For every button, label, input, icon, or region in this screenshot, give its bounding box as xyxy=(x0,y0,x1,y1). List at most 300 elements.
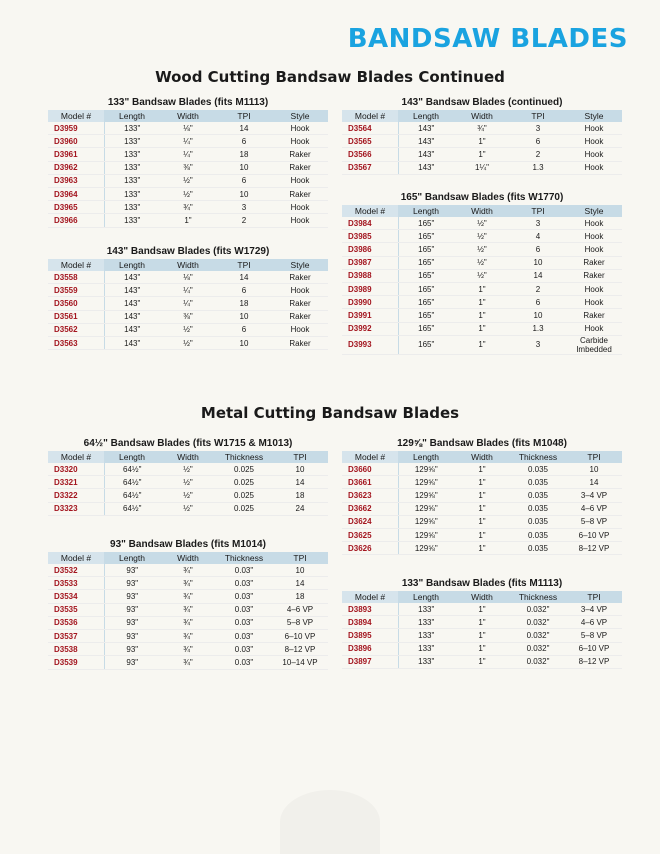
table-cell: 18 xyxy=(216,148,272,161)
table-cell: Carbide Imbedded xyxy=(566,335,622,354)
table-row xyxy=(48,135,328,148)
table-row xyxy=(342,282,622,295)
column-header: Length xyxy=(398,451,454,463)
column-header: Model # xyxy=(342,591,398,603)
table-cell: 3 xyxy=(510,335,566,354)
table-cell: 14 xyxy=(272,476,328,489)
table-row xyxy=(48,616,328,629)
table-cell: 93" xyxy=(104,564,160,577)
column-header: Thickness xyxy=(510,451,566,463)
column-header: Thickness xyxy=(510,591,566,603)
table-block xyxy=(342,436,622,555)
table-cell: 0.03" xyxy=(216,616,272,629)
table-cell: 93" xyxy=(104,616,160,629)
column-header: TPI xyxy=(510,205,566,217)
table-row xyxy=(48,161,328,174)
page-footer-decoration xyxy=(280,790,380,854)
table-row xyxy=(48,502,328,515)
table-cell: 0.035 xyxy=(510,515,566,528)
column-header: TPI xyxy=(272,451,328,463)
table-cell: ¾" xyxy=(160,564,216,577)
table-cell: Raker xyxy=(566,309,622,322)
table-cell: 0.025 xyxy=(216,476,272,489)
model-number-cell: D3895 xyxy=(342,629,398,642)
model-number-cell: D3560 xyxy=(48,297,104,310)
column-header: Length xyxy=(104,451,160,463)
column-header: TPI xyxy=(566,451,622,463)
table-cell: 0.032" xyxy=(510,629,566,642)
column-header: Width xyxy=(454,110,510,122)
table-cell: ¾" xyxy=(160,643,216,656)
column-header: Length xyxy=(398,591,454,603)
table-header-row xyxy=(48,451,328,463)
model-number-cell: D3897 xyxy=(342,655,398,668)
table-cell: ¾" xyxy=(160,577,216,590)
table-row xyxy=(48,463,328,476)
table-cell: 4–6 VP xyxy=(566,616,622,629)
table-cell: 1" xyxy=(454,335,510,354)
table-cell: 133" xyxy=(104,161,160,174)
table-cell: Hook xyxy=(566,282,622,295)
model-number-cell: D3986 xyxy=(342,243,398,256)
model-number-cell: D3565 xyxy=(342,135,398,148)
table-cell: 143" xyxy=(104,297,160,310)
table-cell: 129⅝" xyxy=(398,515,454,528)
table-cell: 1" xyxy=(454,148,510,161)
table-cell: 133" xyxy=(398,655,454,668)
model-number-cell: D3893 xyxy=(342,603,398,616)
table-cell: Hook xyxy=(566,148,622,161)
model-number-cell: D3987 xyxy=(342,256,398,269)
table-cell: Raker xyxy=(272,161,328,174)
table-row xyxy=(342,122,622,135)
table-cell: 0.032" xyxy=(510,616,566,629)
table-cell: ¾" xyxy=(160,590,216,603)
table-cell: 14 xyxy=(216,271,272,284)
model-number-cell: D3558 xyxy=(48,271,104,284)
table-cell: 0.03" xyxy=(216,656,272,669)
table-cell: 1" xyxy=(454,502,510,515)
table-row xyxy=(48,577,328,590)
table-cell: 133" xyxy=(104,122,160,135)
table-block xyxy=(342,576,622,669)
column-header: TPI xyxy=(216,259,272,271)
table-cell: 143" xyxy=(398,161,454,174)
table-row xyxy=(342,603,622,616)
table-row xyxy=(48,476,328,489)
table-cell: 165" xyxy=(398,322,454,335)
table-cell: 6 xyxy=(216,323,272,336)
table-cell: 1.3 xyxy=(510,322,566,335)
table-cell: 3–4 VP xyxy=(566,489,622,502)
table-cell: 1" xyxy=(454,296,510,309)
model-number-cell: D3536 xyxy=(48,616,104,629)
table-cell: ⅛" xyxy=(160,122,216,135)
model-number-cell: D3894 xyxy=(342,616,398,629)
table-cell: 3 xyxy=(216,201,272,214)
table-cell: 6–10 VP xyxy=(272,629,328,642)
table-row xyxy=(48,187,328,200)
model-number-cell: D3625 xyxy=(342,528,398,541)
table-cell: ¾" xyxy=(160,201,216,214)
table-row xyxy=(48,310,328,323)
table-cell: ¼" xyxy=(160,148,216,161)
table-cell: ½" xyxy=(160,502,216,515)
table-cell: Hook xyxy=(272,284,328,297)
table-row xyxy=(48,564,328,577)
table-cell: 0.03" xyxy=(216,643,272,656)
table-cell: Raker xyxy=(272,310,328,323)
table-cell: 18 xyxy=(272,489,328,502)
table-cell: ¼" xyxy=(160,297,216,310)
table-cell: 0.03" xyxy=(216,603,272,616)
table-cell: ¼" xyxy=(160,284,216,297)
table-cell: 1" xyxy=(454,528,510,541)
table-cell: 6–10 VP xyxy=(566,642,622,655)
table-row xyxy=(48,489,328,502)
column-header: TPI xyxy=(216,110,272,122)
table-cell: 6 xyxy=(510,135,566,148)
table-cell: 2 xyxy=(510,148,566,161)
table-cell: 129⅝" xyxy=(398,502,454,515)
table-block xyxy=(48,436,328,516)
table-block xyxy=(48,537,328,670)
table-cell: 5–8 VP xyxy=(566,629,622,642)
table-cell: 133" xyxy=(398,629,454,642)
table-cell: 0.035 xyxy=(510,489,566,502)
table-row xyxy=(342,502,622,515)
table-cell: ½" xyxy=(160,336,216,349)
model-number-cell: D3992 xyxy=(342,322,398,335)
column-header: Style xyxy=(272,259,328,271)
table-cell: 129⅝" xyxy=(398,542,454,555)
table-cell: 5–8 VP xyxy=(272,616,328,629)
model-number-cell: D3564 xyxy=(342,122,398,135)
column-header: Model # xyxy=(342,451,398,463)
table-row xyxy=(342,309,622,322)
table-cell: 129⅝" xyxy=(398,489,454,502)
table-cell: ¾" xyxy=(160,656,216,669)
model-number-cell: D3661 xyxy=(342,476,398,489)
model-number-cell: D3538 xyxy=(48,643,104,656)
table-header-row xyxy=(342,451,622,463)
table-cell: ½" xyxy=(160,323,216,336)
model-number-cell: D3563 xyxy=(48,336,104,349)
model-number-cell: D3991 xyxy=(342,309,398,322)
model-number-cell: D3535 xyxy=(48,603,104,616)
table-row xyxy=(342,642,622,655)
table-header-row xyxy=(342,110,622,122)
table-cell: 1" xyxy=(454,515,510,528)
table-cell: 6 xyxy=(216,174,272,187)
table-row xyxy=(342,135,622,148)
table-cell: ¾" xyxy=(454,122,510,135)
table-header-row xyxy=(48,110,328,122)
column-header: Thickness xyxy=(216,451,272,463)
table-cell: 133" xyxy=(398,603,454,616)
model-number-cell: D3539 xyxy=(48,656,104,669)
model-number-cell: D3626 xyxy=(342,542,398,555)
table-cell: 3 xyxy=(510,217,566,230)
table-row xyxy=(342,296,622,309)
table-cell: Raker xyxy=(272,336,328,349)
table-row xyxy=(48,603,328,616)
model-number-cell: D3562 xyxy=(48,323,104,336)
column-header: Model # xyxy=(342,110,398,122)
wood-section-title: Wood Cutting Bandsaw Blades Continued xyxy=(155,68,505,86)
table-cell: 10 xyxy=(566,463,622,476)
table-cell: 14 xyxy=(566,476,622,489)
table-cell: Hook xyxy=(566,135,622,148)
table-cell: ½" xyxy=(454,256,510,269)
table-header-row xyxy=(48,552,328,564)
table-block xyxy=(342,190,622,355)
table-row xyxy=(48,656,328,669)
table-row xyxy=(342,616,622,629)
table-row xyxy=(48,271,328,284)
table-cell: 129⅝" xyxy=(398,476,454,489)
column-header: Model # xyxy=(48,552,104,564)
table-cell: 8–12 VP xyxy=(566,655,622,668)
table-cell: ½" xyxy=(160,489,216,502)
table-cell: ¾" xyxy=(160,603,216,616)
table-row xyxy=(342,217,622,230)
table-cell: 64½" xyxy=(104,489,160,502)
table-cell: 1" xyxy=(454,629,510,642)
model-number-cell: D3624 xyxy=(342,515,398,528)
table-cell: Hook xyxy=(566,230,622,243)
table-cell: ⅜" xyxy=(160,161,216,174)
column-header: Width xyxy=(160,259,216,271)
table-cell: ½" xyxy=(454,217,510,230)
model-number-cell: D3966 xyxy=(48,214,104,227)
table-cell: 0.032" xyxy=(510,642,566,655)
table-cell: 14 xyxy=(272,577,328,590)
table-row xyxy=(342,256,622,269)
table-row xyxy=(48,174,328,187)
column-header: Length xyxy=(104,110,160,122)
table-cell: 10 xyxy=(510,309,566,322)
table-cell: 3–4 VP xyxy=(566,603,622,616)
table-cell: ¾" xyxy=(160,629,216,642)
model-number-cell: D3964 xyxy=(48,187,104,200)
table-row xyxy=(48,323,328,336)
blade-table xyxy=(342,591,622,669)
table-row xyxy=(342,489,622,502)
table-row xyxy=(48,629,328,642)
blade-table xyxy=(342,205,622,355)
column-header: Model # xyxy=(48,451,104,463)
table-cell: 165" xyxy=(398,230,454,243)
blade-table xyxy=(48,451,328,516)
model-number-cell: D3320 xyxy=(48,463,104,476)
table-cell: ½" xyxy=(160,476,216,489)
table-row xyxy=(342,463,622,476)
table-header-row xyxy=(342,591,622,603)
model-number-cell: D3960 xyxy=(48,135,104,148)
column-header: Style xyxy=(566,110,622,122)
column-header: Width xyxy=(454,205,510,217)
model-number-cell: D3660 xyxy=(342,463,398,476)
table-cell: 0.035 xyxy=(510,463,566,476)
model-number-cell: D3961 xyxy=(48,148,104,161)
table-cell: Hook xyxy=(566,296,622,309)
model-number-cell: D3561 xyxy=(48,310,104,323)
model-number-cell: D3322 xyxy=(48,489,104,502)
table-cell: 1" xyxy=(454,476,510,489)
table-cell: 143" xyxy=(398,135,454,148)
table-row xyxy=(48,148,328,161)
blade-table xyxy=(342,110,622,175)
table-cell: ⅜" xyxy=(160,310,216,323)
table-row xyxy=(342,542,622,555)
table-cell: 6–10 VP xyxy=(566,528,622,541)
table-cell: Hook xyxy=(566,161,622,174)
table-cell: Hook xyxy=(566,217,622,230)
table-cell: ¾" xyxy=(160,616,216,629)
table-cell: 1" xyxy=(454,282,510,295)
model-number-cell: D3559 xyxy=(48,284,104,297)
table-cell: 6 xyxy=(216,135,272,148)
table-cell: 4–6 VP xyxy=(272,603,328,616)
table-row xyxy=(48,590,328,603)
metal-section-title: Metal Cutting Bandsaw Blades xyxy=(200,404,460,422)
table-row xyxy=(48,284,328,297)
table-cell: 165" xyxy=(398,269,454,282)
table-cell: 0.03" xyxy=(216,564,272,577)
table-row xyxy=(48,297,328,310)
table-cell: 93" xyxy=(104,629,160,642)
column-header: Width xyxy=(454,591,510,603)
table-block xyxy=(48,95,328,228)
column-header: TPI xyxy=(566,591,622,603)
model-number-cell: D3532 xyxy=(48,564,104,577)
table-row xyxy=(342,629,622,642)
table-row xyxy=(342,476,622,489)
table-cell: 10 xyxy=(216,161,272,174)
table-cell: 0.035 xyxy=(510,502,566,515)
table-cell: Hook xyxy=(566,122,622,135)
table-row xyxy=(48,122,328,135)
table-cell: Hook xyxy=(566,322,622,335)
table-cell: 1" xyxy=(454,603,510,616)
table-cell: 133" xyxy=(398,616,454,629)
column-header: Model # xyxy=(48,259,104,271)
model-number-cell: D3623 xyxy=(342,489,398,502)
table-cell: 64½" xyxy=(104,502,160,515)
table-cell: 165" xyxy=(398,217,454,230)
table-cell: Raker xyxy=(566,256,622,269)
table-title: 133" Bandsaw Blades (fits M1113) xyxy=(107,97,269,108)
table-cell: 1" xyxy=(454,309,510,322)
model-number-cell: D3984 xyxy=(342,217,398,230)
table-cell: 0.025 xyxy=(216,463,272,476)
table-row xyxy=(48,214,328,227)
table-row xyxy=(342,322,622,335)
table-cell: 165" xyxy=(398,256,454,269)
table-cell: 2 xyxy=(510,282,566,295)
table-cell: 10 xyxy=(216,310,272,323)
blade-table xyxy=(48,552,328,670)
table-title: 143" Bandsaw Blades (continued) xyxy=(401,97,563,108)
table-header-row xyxy=(48,259,328,271)
table-cell: Hook xyxy=(272,122,328,135)
table-cell: 1" xyxy=(454,542,510,555)
table-cell: 93" xyxy=(104,577,160,590)
table-cell: 165" xyxy=(398,296,454,309)
table-row xyxy=(342,230,622,243)
table-cell: 3 xyxy=(510,122,566,135)
table-cell: 8–12 VP xyxy=(566,542,622,555)
table-title: 64½" Bandsaw Blades (fits W1715 & M1013) xyxy=(83,438,293,449)
table-cell: 0.035 xyxy=(510,476,566,489)
table-cell: 0.03" xyxy=(216,629,272,642)
blade-table xyxy=(48,110,328,228)
table-cell: 133" xyxy=(104,214,160,227)
column-header: Width xyxy=(160,110,216,122)
table-cell: ½" xyxy=(454,243,510,256)
table-row xyxy=(342,148,622,161)
column-header: Length xyxy=(398,205,454,217)
table-cell: 4–6 VP xyxy=(566,502,622,515)
table-cell: 1" xyxy=(454,489,510,502)
table-cell: 93" xyxy=(104,590,160,603)
model-number-cell: D3959 xyxy=(48,122,104,135)
table-block xyxy=(342,95,622,175)
table-cell: 0.032" xyxy=(510,603,566,616)
table-cell: 1" xyxy=(160,214,216,227)
page-header: BANDSAW BLADES xyxy=(347,24,628,54)
table-cell: 93" xyxy=(104,656,160,669)
model-number-cell: D3662 xyxy=(342,502,398,515)
column-header: Length xyxy=(398,110,454,122)
table-row xyxy=(342,528,622,541)
table-cell: 24 xyxy=(272,502,328,515)
table-cell: 6 xyxy=(510,243,566,256)
table-cell: ½" xyxy=(454,230,510,243)
table-cell: 129⅝" xyxy=(398,463,454,476)
table-cell: 14 xyxy=(510,269,566,282)
table-cell: 1" xyxy=(454,322,510,335)
table-cell: 133" xyxy=(104,148,160,161)
column-header: Width xyxy=(160,552,216,564)
model-number-cell: D3323 xyxy=(48,502,104,515)
table-cell: 10 xyxy=(510,256,566,269)
table-cell: 93" xyxy=(104,603,160,616)
table-cell: 133" xyxy=(398,642,454,655)
table-cell: 10 xyxy=(216,336,272,349)
table-cell: Hook xyxy=(272,201,328,214)
table-cell: 1" xyxy=(454,642,510,655)
table-cell: Hook xyxy=(272,214,328,227)
table-cell: Raker xyxy=(272,297,328,310)
table-cell: 143" xyxy=(104,271,160,284)
table-row xyxy=(342,335,622,354)
blade-table xyxy=(48,259,328,350)
table-row xyxy=(342,515,622,528)
table-row xyxy=(342,655,622,668)
table-cell: 6 xyxy=(216,284,272,297)
table-cell: ⅛" xyxy=(160,271,216,284)
table-cell: 0.035 xyxy=(510,542,566,555)
table-cell: 143" xyxy=(104,284,160,297)
table-cell: 5–8 VP xyxy=(566,515,622,528)
table-row xyxy=(342,161,622,174)
model-number-cell: D3988 xyxy=(342,269,398,282)
table-cell: Hook xyxy=(566,243,622,256)
table-cell: 64½" xyxy=(104,476,160,489)
table-cell: Raker xyxy=(272,148,328,161)
